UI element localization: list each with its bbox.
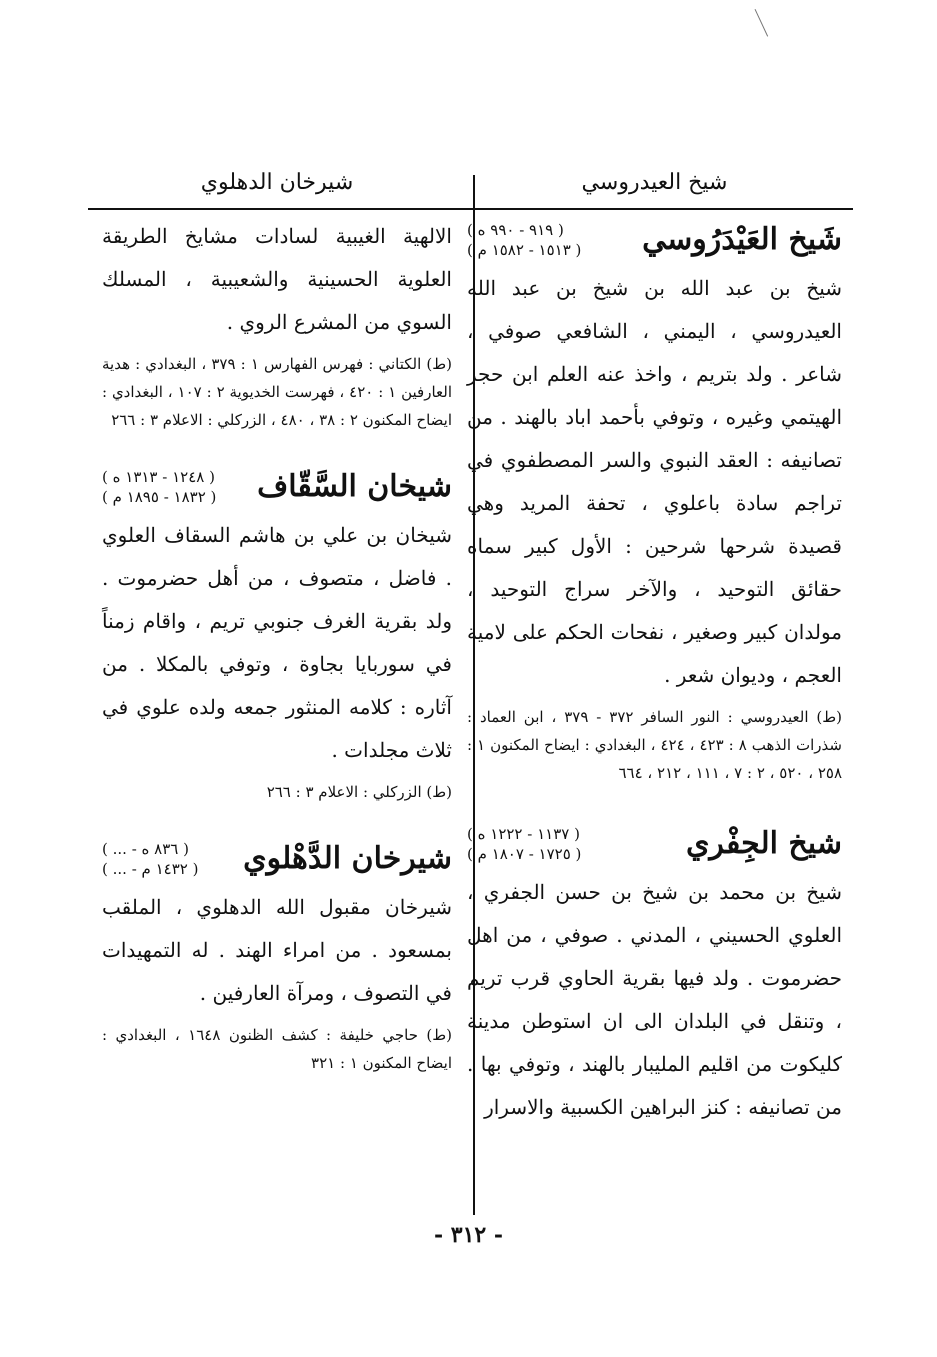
- entry-name: شَيخ العَيْدَرُوسي: [642, 222, 842, 257]
- entry-references: (ط) حاجي خليفة : كشف الظنون ١٦٤٨ ، البغدادي : ايضاح المكنون ١ : ٣٢١: [102, 1026, 452, 1072]
- entry-references: (ط) الزركلي : الاعلام ٣ : ٢٦٦: [266, 783, 452, 801]
- dates-gregorian: ( ١٧٢٥ - ١٨٠٧ م ): [467, 845, 582, 863]
- entry-dates: [102, 839, 198, 879]
- entry-dihlawi: [102, 838, 452, 1077]
- entry-heading: [467, 219, 842, 261]
- entry-references: (ط) العيدروسي : النور السافر ٣٧٢ - ٣٧٩ ، ابن العماد : شذرات الذهب ٨ : ٤٢٣ ، ٤٢٤ ، البغدادي : ايضاح المكنون ١ : ٢٥٨ ، ٥٢٠ ، ٢ : ٧ ، ١١١ ، ٢١٢ ، ٦٦٤: [467, 708, 843, 782]
- continued-references: (ط) الكتاني : فهرس الفهارس ١ : ٣٧٩ ، البغدادي : هدية العارفين ١ : ٤٢٠ ، فهرست الخديوية ٢ : ١٠٧ ، البغدادي : ايضاح المكنون ٢ : ٣٨ ، ٤٨٠ ، الزركلي : الاعلام ٣ : ٢٦٦: [102, 355, 453, 429]
- right-column: [467, 215, 842, 1129]
- entry-jifri: [467, 823, 842, 1129]
- entry-spacer: [467, 787, 842, 819]
- dates-hijri: ( ... - ٨٣٦ ه ): [102, 840, 189, 858]
- header-rule: [88, 208, 853, 210]
- entry-dates: [467, 824, 581, 864]
- entry-heading: [467, 823, 842, 865]
- entry-heading: [102, 466, 452, 508]
- entry-name: شيخان السَّقّاف: [257, 469, 452, 504]
- entry-body: شيخان بن علي بن هاشم السقاف العلوي . فاضل ، متصوف ، من أهل حضرموت . ولد بقرية الغرف جنوبي تريم ، واقام زمناً في سوربايا بجاوة ، وتوفي بالمكلا . من آثاره : كلامه المنثور جمعه ولده علوي في ثلاث مجلدات .: [102, 523, 452, 762]
- dates-hijri: ( ٩١٩ - ٩٩٠ ه ): [467, 221, 564, 239]
- entry-name: شيخ الجِفْري: [685, 826, 842, 861]
- entry-dates: [102, 467, 216, 507]
- running-header-right: شيخ العيدروسي: [581, 170, 728, 195]
- left-column: [102, 215, 452, 1077]
- entry-spacer: [102, 806, 452, 834]
- entry-body: شيخ بن عبد الله بن شيخ بن عبد الله العيدروسي ، اليمني ، الشافعي صوفي ، شاعر . ولد بتريم ، واخذ عنه العلم ابن حجر الهيتمي وغيره ، وتوفي بأحمد اباد بالهند . من تصانيفه : العقد النبوي والسر المصطفوي في تراجم سادة باعلوي ، تحفة المريد وهي قصيدة شرحها شرحين : الأول كبير سماه حقائق التوحيد ، والآخر سراج التوحيد ، مولدان كبير وصغير ، نفحات الحكم على لامية العجم ، وديوان شعر .: [467, 276, 842, 687]
- entry-dates: [467, 220, 581, 260]
- entry-saqqaf: [102, 466, 452, 806]
- dates-gregorian: ( ١٨٣٢ - ١٨٩٥ م ): [102, 488, 217, 506]
- entry-heading: [102, 838, 452, 880]
- page-number: - ٣١٢ -: [433, 1222, 504, 1248]
- corner-mark: [755, 1, 785, 36]
- dates-hijri: ( ١١٣٧ - ١٢٢٢ ه ): [467, 825, 580, 843]
- entry-body: شيرخان مقبول الله الدهلوي ، الملقب بمسعود . من امراء الهند . له التمهيدات في التصوف ، ومرآة العارفين .: [102, 895, 452, 1005]
- continued-text: الالهية الغيبية لسادات مشايخ الطريقة العلوية الحسينية والشعيبية ، المسلك السوي من المشرع الروي .: [102, 224, 452, 334]
- entry-body: شيخ بن محمد بن شيخ بن حسن الجفري ، العلوي الحسيني ، المدني . صوفي ، من اهل حضرموت . ولد فيها بقرية الحاوي قرب تريم ، وتنقل في البلدان الى ان استوطن مدينة كليكوت من اقليم المليبار بالهند ، وتوفي بها . من تصانيفه : كنز البراهين الكسبية والاسرار: [467, 880, 842, 1119]
- entry-aydarusi: [467, 219, 842, 787]
- dates-hijri: ( ١٢٤٨ - ١٣١٣ ه ): [102, 468, 215, 486]
- dates-gregorian: ( ... - ١٤٣٢ م ): [102, 860, 199, 878]
- running-header-left: شيرخان الدهلوي: [200, 170, 354, 195]
- dates-gregorian: ( ١٥١٣ - ١٥٨٢ م ): [467, 241, 582, 259]
- entry-name: شيرخان الدَّهْلوي: [243, 841, 452, 876]
- entry-spacer: [102, 434, 452, 462]
